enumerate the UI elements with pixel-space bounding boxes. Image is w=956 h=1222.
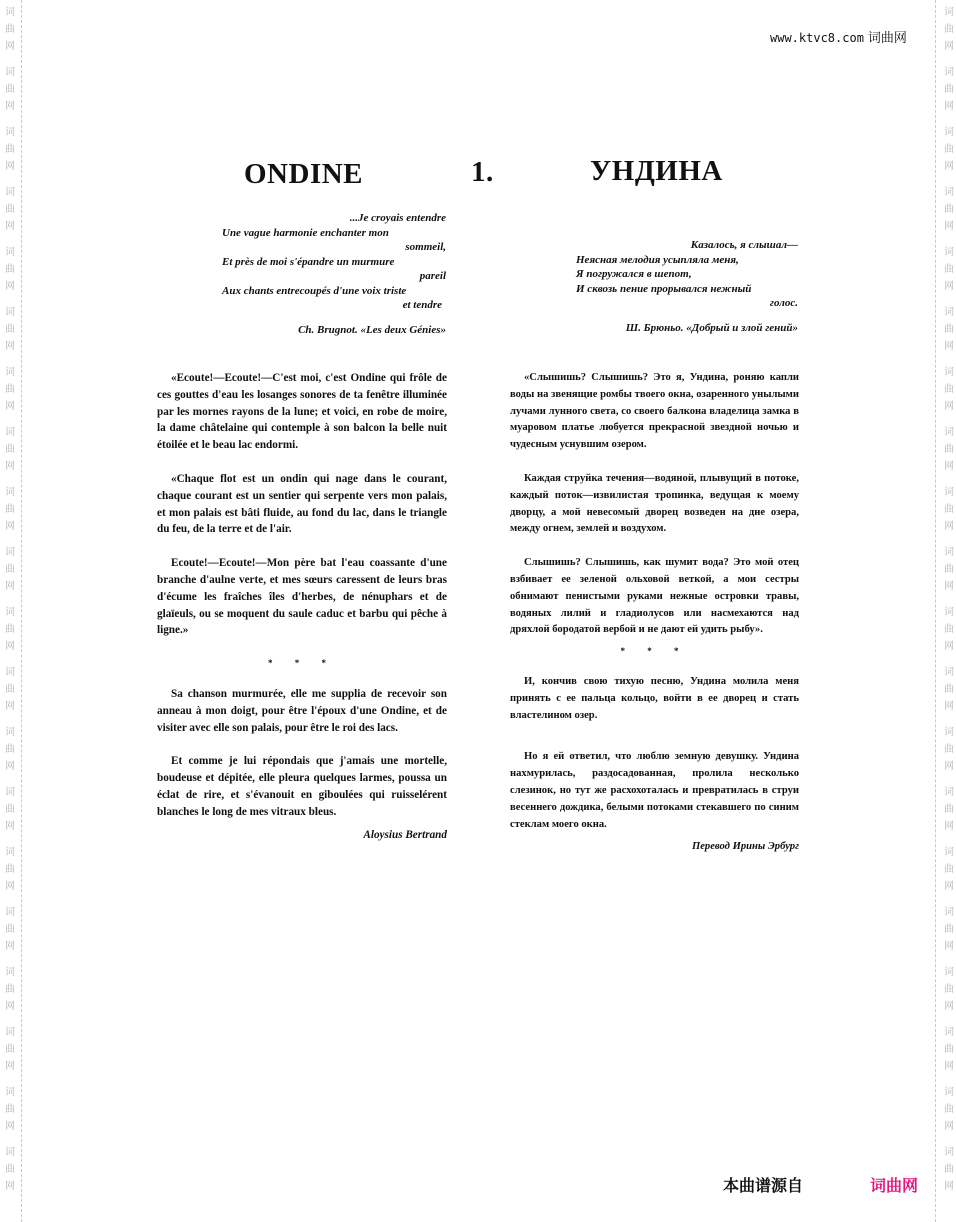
watermark-strip-right bbox=[935, 0, 956, 1222]
watermark-char: 曲 bbox=[944, 744, 954, 755]
watermark-char: 曲 bbox=[944, 804, 954, 815]
watermark-char: 网 bbox=[5, 881, 15, 892]
watermark-char: 词 bbox=[944, 967, 954, 978]
watermark-text bbox=[942, 664, 956, 715]
watermark-char: 网 bbox=[944, 281, 954, 292]
watermark-char: 曲 bbox=[944, 1164, 954, 1175]
paragraph: Ecoute!—Ecoute!—Mon père bat l'eau coassante d'une branche d'aulne verte, et mes sœurs caressent de leurs bras d'écume les fraîches îles d'herbes, de nénuphars et de glaïeuls, ou se moquent du saule caduc et barbu qui pêche à ligne.» bbox=[157, 557, 447, 637]
watermark-char: 词 bbox=[5, 307, 15, 318]
watermark-char: 曲 bbox=[944, 624, 954, 635]
watermark-char: 网 bbox=[5, 281, 15, 292]
watermark-char: 网 bbox=[5, 761, 15, 772]
paragraph: Sa chanson murmurée, elle me supplia de recevoir son anneau à mon doigt, pour être l'époux d'une Ondine, et de visiter avec elle son palais, pour être le roi des lacs. bbox=[157, 687, 447, 734]
watermark-char: 词 bbox=[944, 247, 954, 258]
watermark-text bbox=[3, 964, 17, 1015]
watermark-char: 曲 bbox=[944, 1104, 954, 1115]
watermark-char: 曲 bbox=[5, 744, 15, 755]
paragraph: «Ecoute!—Ecoute!—C'est moi, c'est Ondine qui frôle de ces gouttes d'eau les losanges sonores de ta fenêtre illuminée par les mornes rayons de la lune; et voici, en robe de moire, la dame châtelaine qui contemple à son balcon la belle nuit étoilée et le beau lac endormi. bbox=[157, 372, 447, 452]
watermark-char: 网 bbox=[944, 161, 954, 172]
watermark-char: 网 bbox=[5, 701, 15, 712]
watermark-char: 词 bbox=[944, 67, 954, 78]
watermark-char: 网 bbox=[944, 761, 954, 772]
title-french: ONDINE bbox=[244, 158, 364, 190]
watermark-char: 网 bbox=[5, 1181, 15, 1192]
epigraph-source: Ш. Брюньо. «Добрый и злой гений» bbox=[625, 321, 798, 334]
watermark-text bbox=[942, 784, 956, 835]
section-separator: * * * bbox=[620, 646, 689, 657]
watermark-char: 网 bbox=[5, 941, 15, 952]
watermark-char: 网 bbox=[5, 821, 15, 832]
watermark-char: 曲 bbox=[944, 84, 954, 95]
watermark-char: 网 bbox=[944, 941, 954, 952]
watermark-char: 曲 bbox=[944, 984, 954, 995]
watermark-char: 网 bbox=[5, 161, 15, 172]
watermark-text bbox=[3, 664, 17, 715]
watermark-char: 曲 bbox=[944, 564, 954, 575]
watermark-char: 网 bbox=[5, 101, 15, 112]
watermark-char: 词 bbox=[5, 487, 15, 498]
watermark-char: 曲 bbox=[944, 384, 954, 395]
epigraph-line: Une vague harmonie enchanter mon bbox=[222, 226, 389, 239]
watermark-char: 网 bbox=[5, 1061, 15, 1072]
watermark-char: 曲 bbox=[5, 144, 15, 155]
watermark-char: 词 bbox=[5, 7, 15, 18]
watermark-char: 词 bbox=[5, 1027, 15, 1038]
watermark-text bbox=[942, 1084, 956, 1135]
watermark-char: 词 bbox=[5, 787, 15, 798]
epigraph-french bbox=[222, 211, 446, 337]
watermark-char: 网 bbox=[5, 401, 15, 412]
watermark-char: 曲 bbox=[944, 864, 954, 875]
watermark-text bbox=[3, 724, 17, 775]
watermark-char: 网 bbox=[944, 581, 954, 592]
epigraph-line: ...Je croyais entendre bbox=[349, 212, 446, 224]
watermark-char: 曲 bbox=[944, 264, 954, 275]
watermark-char: 曲 bbox=[5, 384, 15, 395]
paragraph: «Слышишь? Слышишь? Это я, Ундина, роняю капли воды на звенящие ромбы твоего окна, озаренного унылыми лучами лунного света, со своего балкона владелица замка в муаровом платье любуется прекрасной звездной ночью и чудесным уснувшим озером. bbox=[510, 372, 799, 451]
paragraph: Каждая струйка течения—водяной, плывущий в потоке, каждый поток—извилистая тропинка, ведущая к моему дворцу, а мой невесомый дворец возведен на дне озера, между огнем, землей и воздухом. bbox=[510, 472, 799, 535]
watermark-char: 曲 bbox=[5, 684, 15, 695]
footer-site-name[interactable]: 词曲网 bbox=[870, 1176, 919, 1195]
watermark-char: 曲 bbox=[944, 144, 954, 155]
watermark-char: 曲 bbox=[5, 864, 15, 875]
watermark-text bbox=[3, 904, 17, 955]
watermark-char: 词 bbox=[5, 607, 15, 618]
watermark-char: 词 bbox=[944, 307, 954, 318]
watermark-text bbox=[3, 844, 17, 895]
watermark-char: 曲 bbox=[944, 684, 954, 695]
watermark-char: 词 bbox=[5, 187, 15, 198]
watermark-char: 词 bbox=[5, 1147, 15, 1158]
watermark-char: 词 bbox=[944, 547, 954, 558]
watermark-text bbox=[3, 64, 17, 115]
watermark-text bbox=[3, 244, 17, 295]
watermark-char: 曲 bbox=[5, 444, 15, 455]
watermark-char: 网 bbox=[944, 1001, 954, 1012]
watermark-char: 曲 bbox=[5, 24, 15, 35]
watermark-char: 曲 bbox=[944, 1044, 954, 1055]
watermark-text bbox=[3, 784, 17, 835]
watermark-char: 词 bbox=[5, 247, 15, 258]
watermark-text bbox=[3, 364, 17, 415]
epigraph-line: И сквозь пение прорывался нежный bbox=[576, 282, 752, 295]
watermark-char: 网 bbox=[944, 701, 954, 712]
watermark-text bbox=[942, 124, 956, 175]
paragraph: И, кончив свою тихую песню, Ундина молила меня принять с ее пальца кольцо, войти в ее дворец и стать властелином озер. bbox=[510, 675, 799, 721]
watermark-char: 网 bbox=[5, 41, 15, 52]
watermark-char: 网 bbox=[944, 1061, 954, 1072]
watermark-char: 曲 bbox=[944, 204, 954, 215]
section-separator: * * * bbox=[268, 658, 336, 669]
watermark-char: 词 bbox=[5, 427, 15, 438]
epigraph-line: Aux chants entrecoupés d'une voix triste bbox=[222, 284, 407, 297]
paragraph: Слышишь? Слышишь, как шумит вода? Это мой отец взбивает ее зеленой ольховой веткой, а мои сестры обнимают пенистыми руками нежные островки травы, водяных лилий и гладиолусов или насмехаются над дряхлой бородатой вербой и не дают ей удить рыбу». bbox=[510, 557, 799, 636]
watermark-text bbox=[942, 4, 956, 55]
watermark-text bbox=[3, 1084, 17, 1135]
watermark-text bbox=[942, 964, 956, 1015]
watermark-text bbox=[3, 184, 17, 235]
watermark-char: 词 bbox=[5, 127, 15, 138]
epigraph-line: Et près de moi s'épandre un murmure bbox=[222, 255, 395, 268]
watermark-char: 网 bbox=[5, 1121, 15, 1132]
watermark-char: 词 bbox=[5, 547, 15, 558]
watermark-char: 词 bbox=[944, 607, 954, 618]
watermark-char: 词 bbox=[944, 367, 954, 378]
watermark-char: 网 bbox=[944, 101, 954, 112]
watermark-char: 曲 bbox=[944, 24, 954, 35]
watermark-char: 网 bbox=[5, 221, 15, 232]
watermark-text bbox=[942, 724, 956, 775]
watermark-char: 网 bbox=[5, 1001, 15, 1012]
watermark-char: 曲 bbox=[944, 444, 954, 455]
watermark-char: 词 bbox=[944, 907, 954, 918]
epigraph-line: Я погружался в шепот, bbox=[576, 268, 692, 280]
watermark-text bbox=[942, 244, 956, 295]
watermark-text bbox=[942, 364, 956, 415]
footer-source-label: 本曲谱源自 bbox=[723, 1176, 804, 1195]
watermark-char: 曲 bbox=[5, 324, 15, 335]
watermark-text bbox=[942, 184, 956, 235]
text-column-russian bbox=[510, 370, 799, 856]
watermark-char: 曲 bbox=[5, 264, 15, 275]
watermark-char: 词 bbox=[5, 847, 15, 858]
paragraph: «Chaque flot est un ondin qui nage dans le courant, chaque courant est un sentier qui serpente vers mon palais, et mon palais est bâti fluide, au fond du lac, dans le triangle du feu, de la terre et de l'air. bbox=[157, 472, 447, 536]
watermark-char: 曲 bbox=[5, 1164, 15, 1175]
watermark-char: 网 bbox=[5, 461, 15, 472]
watermark-char: 曲 bbox=[5, 84, 15, 95]
watermark-char: 网 bbox=[944, 341, 954, 352]
watermark-char: 网 bbox=[944, 1181, 954, 1192]
watermark-char: 词 bbox=[5, 667, 15, 678]
watermark-char: 词 bbox=[944, 727, 954, 738]
piece-number: 1. bbox=[471, 156, 494, 188]
site-header bbox=[770, 27, 907, 46]
watermark-char: 词 bbox=[5, 967, 15, 978]
epigraph-line: pareil bbox=[419, 270, 446, 282]
watermark-text bbox=[942, 1144, 956, 1195]
text-column-french bbox=[157, 370, 447, 843]
watermark-char: 词 bbox=[944, 187, 954, 198]
watermark-char: 网 bbox=[5, 341, 15, 352]
watermark-char: 曲 bbox=[944, 924, 954, 935]
site-url[interactable]: www.ktvc8.com bbox=[770, 31, 864, 45]
watermark-char: 曲 bbox=[5, 1044, 15, 1055]
watermark-char: 词 bbox=[944, 7, 954, 18]
watermark-char: 词 bbox=[944, 127, 954, 138]
epigraph-line: Неясная мелодия усыпляла меня, bbox=[576, 253, 739, 266]
watermark-char: 曲 bbox=[944, 504, 954, 515]
watermark-strip-left bbox=[0, 0, 22, 1222]
watermark-char: 网 bbox=[944, 521, 954, 532]
watermark-char: 网 bbox=[5, 641, 15, 652]
watermark-text bbox=[942, 844, 956, 895]
epigraph-line: Казалось, я слышал— bbox=[690, 239, 798, 251]
watermark-char: 词 bbox=[944, 787, 954, 798]
watermark-char: 曲 bbox=[5, 204, 15, 215]
watermark-char: 网 bbox=[944, 881, 954, 892]
watermark-char: 词 bbox=[5, 907, 15, 918]
watermark-char: 网 bbox=[5, 521, 15, 532]
paragraph: Et comme je lui répondais que j'amais une mortelle, boudeuse et dépitée, elle pleura quelques larmes, poussa un éclat de rire, et s'évanouit en giboulées qui ruisselérent blanches le long de mes vitraux bleus. bbox=[157, 755, 447, 818]
watermark-char: 词 bbox=[5, 67, 15, 78]
watermark-char: 曲 bbox=[5, 564, 15, 575]
watermark-char: 词 bbox=[5, 367, 15, 378]
watermark-char: 网 bbox=[944, 641, 954, 652]
watermark-char: 词 bbox=[944, 667, 954, 678]
watermark-char: 网 bbox=[944, 821, 954, 832]
watermark-char: 网 bbox=[5, 581, 15, 592]
watermark-text bbox=[3, 1144, 17, 1195]
author-signature: Aloysius Bertrand bbox=[363, 828, 447, 841]
epigraph-russian bbox=[576, 238, 798, 335]
watermark-char: 曲 bbox=[5, 624, 15, 635]
watermark-text bbox=[3, 124, 17, 175]
title-russian: УНДИНА bbox=[590, 155, 723, 187]
watermark-text bbox=[942, 544, 956, 595]
watermark-text bbox=[942, 424, 956, 475]
watermark-text bbox=[3, 424, 17, 475]
watermark-char: 网 bbox=[944, 401, 954, 412]
watermark-text bbox=[942, 1024, 956, 1075]
watermark-char: 词 bbox=[5, 1087, 15, 1098]
watermark-char: 曲 bbox=[944, 324, 954, 335]
watermark-char: 网 bbox=[944, 1121, 954, 1132]
watermark-char: 曲 bbox=[5, 504, 15, 515]
watermark-char: 曲 bbox=[5, 804, 15, 815]
watermark-char: 词 bbox=[944, 1147, 954, 1158]
watermark-text bbox=[3, 4, 17, 55]
watermark-text bbox=[3, 304, 17, 355]
watermark-text bbox=[3, 1024, 17, 1075]
watermark-char: 曲 bbox=[5, 984, 15, 995]
paragraph: Но я ей ответил, что люблю земную девушку. Ундина нахмурилась, раздосадованная, пролила несколько слезинок, но тут же расхохоталась и превратилась в струи весеннего дождика, белыми потоками стекавшего по синим стеклам моего окна. bbox=[510, 751, 799, 830]
watermark-text bbox=[942, 484, 956, 535]
watermark-text bbox=[942, 604, 956, 655]
watermark-char: 词 bbox=[944, 487, 954, 498]
watermark-text bbox=[942, 904, 956, 955]
watermark-char: 词 bbox=[944, 847, 954, 858]
watermark-char: 词 bbox=[944, 427, 954, 438]
watermark-text bbox=[942, 304, 956, 355]
watermark-char: 曲 bbox=[5, 924, 15, 935]
watermark-char: 词 bbox=[944, 1087, 954, 1098]
watermark-char: 词 bbox=[944, 1027, 954, 1038]
watermark-char: 网 bbox=[944, 221, 954, 232]
watermark-char: 网 bbox=[944, 461, 954, 472]
translator-signature: Перевод Ирины Эрбург bbox=[691, 841, 799, 853]
epigraph-line: sommeil, bbox=[405, 241, 446, 253]
watermark-text bbox=[942, 64, 956, 115]
epigraph-line: голос. bbox=[769, 297, 798, 309]
epigraph-source: Ch. Brugnot. «Les deux Génies» bbox=[298, 323, 446, 336]
watermark-char: 网 bbox=[944, 41, 954, 52]
watermark-text bbox=[3, 544, 17, 595]
watermark-char: 曲 bbox=[5, 1104, 15, 1115]
watermark-text bbox=[3, 604, 17, 655]
epigraph-line: et tendre bbox=[402, 299, 442, 311]
site-name: 词曲网 bbox=[867, 31, 907, 46]
watermark-char: 词 bbox=[5, 727, 15, 738]
watermark-text bbox=[3, 484, 17, 535]
